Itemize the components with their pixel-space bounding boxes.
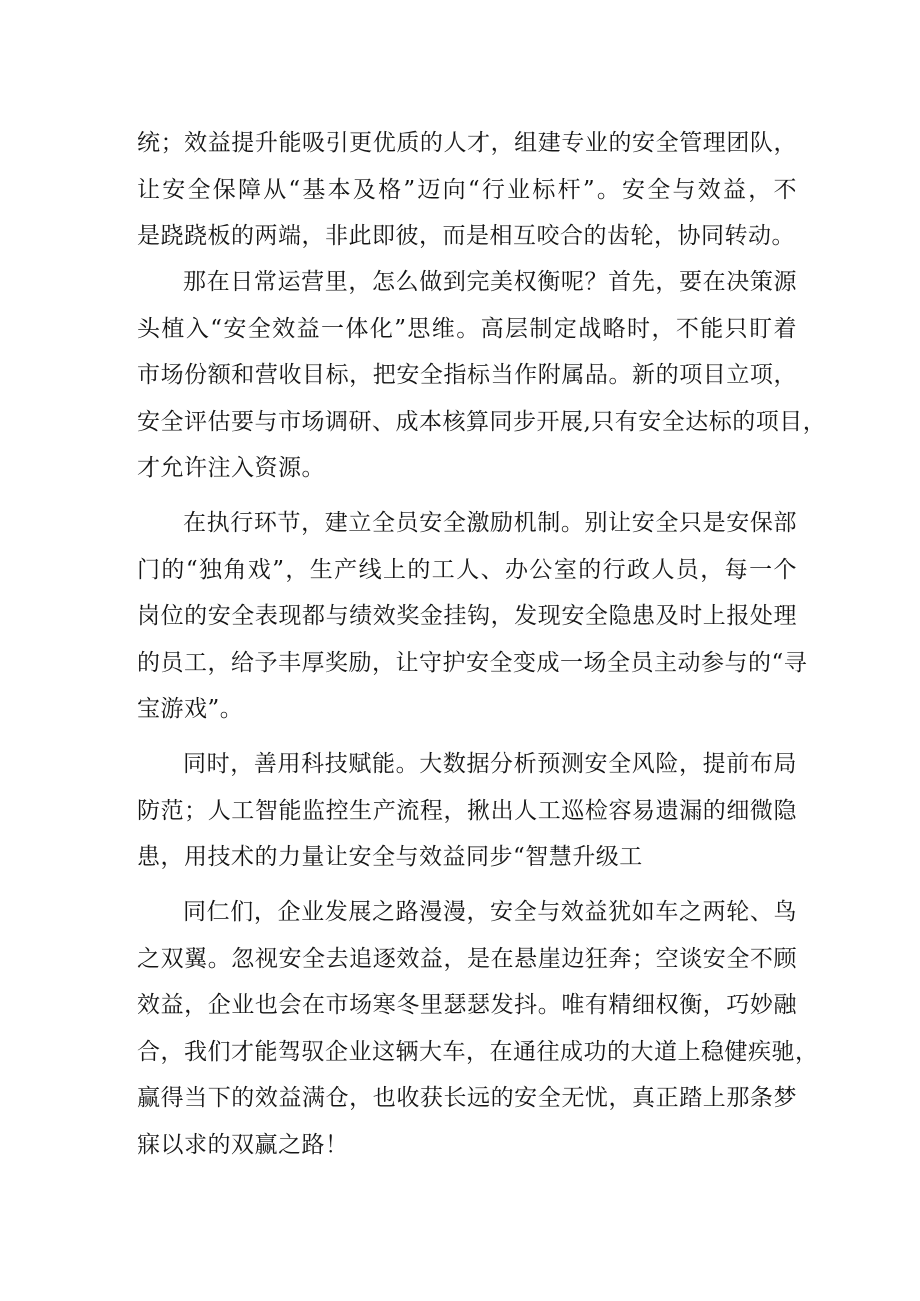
text-line: 同时，善用科技赋能。大数据分析预测安全风险，提前布局 [183, 751, 797, 777]
text-line: 那在日常运营里，怎么做到完美权衡呢？首先，要在决策源 [183, 269, 797, 295]
text-line: 患，用技术的力量让安全与效益同步“智慧升级工 [137, 844, 643, 870]
text-line: 头植入“安全效益一体化”思维。高层制定战略时，不能只盯着 [137, 315, 797, 342]
text-line: 门的“独角戏”，生产线上的工人、办公室的行政人员，每一个 [137, 556, 797, 583]
paragraph-4 [137, 741, 797, 881]
text-line: 在执行环节，建立全员安全激励机制。别让安全只是安保部 [183, 510, 797, 536]
text-line: 之双翼。忽视安全去追逐效益，是在悬崖边狂奔；空谈安全不顾 [137, 945, 797, 972]
text-line: 让安全保障从“基本及格”迈向“行业标杆”。安全与效益，不 [137, 176, 797, 203]
text-line: 合，我们才能驾驭企业这辆大车，在通往成功的大道上稳健疾驰， [137, 1038, 819, 1065]
text-line: 安全评估要与市场调研、成本核算同步开展,只有安全达标的项目， [137, 408, 827, 435]
text-line: 岗位的安全表现都与绩效奖金挂钩，发现安全隐患及时上报处理 [137, 603, 797, 629]
text-line: 市场份额和营收目标，把安全指标当作附属品。新的项目立项， [137, 362, 797, 388]
text-line: 效益，企业也会在市场寒冬里瑟瑟发抖。唯有精细权衡，巧妙融 [137, 992, 797, 1018]
text-line: 防范；人工智能监控生产流程，揪出人工巡检容易遗漏的细微隐 [137, 797, 797, 824]
text-line: 统；效益提升能吸引更优质的人才，组建专业的安全管理团队， [137, 130, 797, 156]
paragraph-2 [137, 259, 827, 492]
text-line: 同仁们，企业发展之路漫漫，安全与效益犹如车之两轮、鸟 [183, 899, 797, 925]
text-line: 是跷跷板的两端，非此即彼，而是相互咬合的齿轮，协同转动。 [137, 223, 795, 249]
text-line: 的员工，给予丰厚奖励，让守护安全变成一场全员主动参与的“寻 [137, 649, 808, 676]
text-line: 才允许注入资源。 [137, 455, 325, 481]
text-line: 赢得当下的效益满仓，也收获长远的安全无忧，真正踏上那条梦 [137, 1085, 797, 1111]
paragraph-1 [137, 120, 797, 260]
text-line: 寐以求的双赢之路！ [137, 1131, 349, 1158]
text-line: 宝游戏”。 [137, 696, 244, 722]
paragraph-3 [137, 500, 808, 733]
paragraph-5 [137, 889, 819, 1168]
